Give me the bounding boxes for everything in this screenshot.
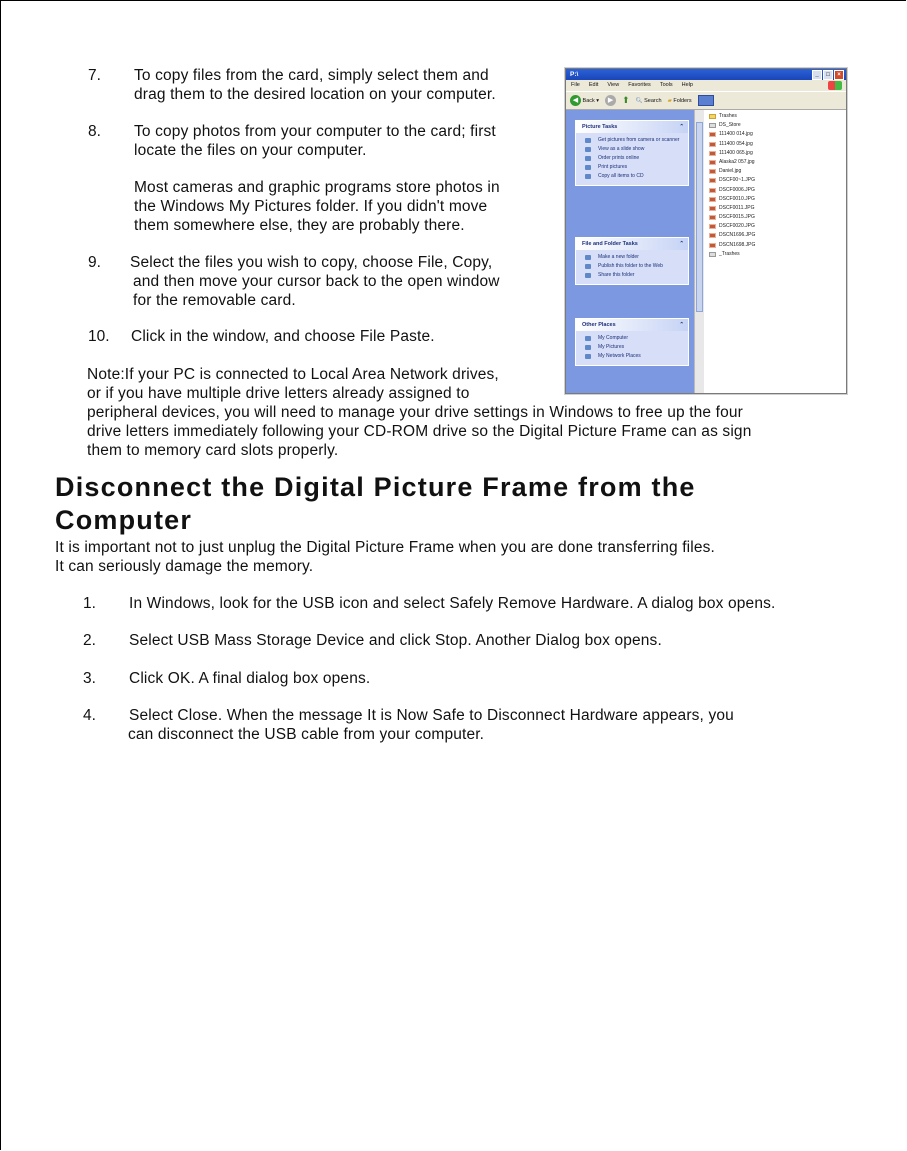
- menu-item-tools[interactable]: Tools: [659, 82, 673, 88]
- menu-item-file[interactable]: File: [571, 82, 580, 88]
- windows-logo-icon: [828, 81, 842, 90]
- step-text-line: Select the files you wish to copy, choose File, Copy,: [130, 254, 493, 271]
- up-folder-icon[interactable]: ⬆: [622, 95, 630, 105]
- back-arrow-icon: ◀: [570, 95, 581, 106]
- file-item[interactable]: DSCF0006.JPG: [708, 186, 846, 195]
- task-link[interactable]: My Pictures: [576, 343, 688, 352]
- file-item[interactable]: 111400 014.jpg: [708, 130, 846, 139]
- search-icon: 🔍︎: [635, 97, 643, 104]
- folders-icon: ▰: [667, 97, 672, 104]
- task-pane: [566, 110, 694, 393]
- step-text-line: Most cameras and graphic programs store photos in: [134, 179, 500, 196]
- folders-label: Folders: [673, 97, 692, 104]
- task-panel-body: [576, 331, 688, 365]
- step-text-line: them somewhere else, they are probably there.: [134, 217, 465, 234]
- task-link[interactable]: My Network Places: [576, 352, 688, 361]
- task-panel: [575, 237, 689, 285]
- step-text-line: can disconnect the USB cable from your computer.: [128, 726, 485, 743]
- task-panel-header[interactable]: [576, 121, 688, 133]
- task-link[interactable]: Print pictures: [576, 163, 688, 172]
- maximize-icon[interactable]: □: [823, 70, 833, 80]
- task-link[interactable]: My Computer: [576, 334, 688, 343]
- step-number: 2.: [83, 632, 96, 649]
- task-panel-header[interactable]: [576, 238, 688, 250]
- search-label: Search: [644, 97, 662, 104]
- step-number: 7.: [88, 67, 101, 84]
- search-button[interactable]: [636, 98, 662, 104]
- task-panel-title: Other Places: [582, 322, 616, 328]
- task-panel-header[interactable]: [576, 319, 688, 331]
- menu-item-edit[interactable]: Edit: [588, 82, 599, 88]
- intro-line-2: It can seriously damage the memory.: [55, 558, 314, 575]
- task-panel-title: File and Folder Tasks: [582, 241, 638, 247]
- step-number: 8.: [88, 123, 101, 140]
- scrollbar-thumb[interactable]: [696, 122, 703, 312]
- task-link[interactable]: Share this folder: [576, 271, 688, 280]
- intro-line-1: It is important not to just unplug the Digital Picture Frame when you are done transferring files.: [55, 539, 715, 556]
- file-item[interactable]: Alaska2 057.jpg: [708, 158, 846, 167]
- note-line: peripheral devices, you will need to manage your drive settings in Windows to free up the four: [87, 404, 743, 421]
- views-button[interactable]: [698, 95, 714, 106]
- note-line: drive letters immediately following your CD-ROM drive so the Digital Picture Frame can as sign: [87, 423, 752, 440]
- file-list: [708, 112, 846, 393]
- step-text-line: the Windows My Pictures folder. If you didn't move: [134, 198, 488, 215]
- step-text-line: Click OK. A final dialog box opens.: [129, 670, 371, 687]
- task-link[interactable]: Order prints online: [576, 154, 688, 163]
- menu-bar: [566, 80, 846, 91]
- step-text-line: Click in the window, and choose File Paste.: [131, 328, 435, 345]
- section-heading-line-2: Computer: [55, 505, 193, 535]
- menu-item-help[interactable]: Help: [681, 82, 693, 88]
- menu-item-favorites[interactable]: Favorites: [628, 82, 651, 88]
- menu-item-view[interactable]: View: [607, 82, 620, 88]
- back-button[interactable]: ◀ Back ▾: [570, 95, 599, 106]
- task-link[interactable]: View as a slide show: [576, 145, 688, 154]
- file-item[interactable]: DSCF0015.JPG: [708, 213, 846, 222]
- window-title: P:\: [570, 71, 579, 78]
- step-text-line: drag them to the desired location on your computer.: [134, 86, 496, 103]
- task-panel-body: [576, 133, 688, 185]
- step-text-line: locate the files on your computer.: [134, 142, 367, 159]
- step-text-line: Select Close. When the message It is Now Safe to Disconnect Hardware appears, you: [129, 707, 734, 724]
- note-line: them to memory card slots properly.: [87, 442, 339, 459]
- window-controls: [812, 70, 844, 80]
- step-text-line: Select USB Mass Storage Device and click Stop. Another Dialog box opens.: [129, 632, 662, 649]
- step-number: 4.: [83, 707, 96, 724]
- task-link[interactable]: Make a new folder: [576, 253, 688, 262]
- task-panel-title: Picture Tasks: [582, 124, 618, 130]
- task-link[interactable]: Publish this folder to the Web: [576, 262, 688, 271]
- file-item[interactable]: Daniel.jpg: [708, 167, 846, 176]
- collapse-chevron-icon[interactable]: ⌃: [679, 322, 684, 328]
- file-item[interactable]: DSCF0010.JPG: [708, 195, 846, 204]
- step-number: 1.: [83, 595, 96, 612]
- step-text-line: and then move your cursor back to the open window: [133, 273, 500, 290]
- task-panel: [575, 120, 689, 186]
- step-text-line: In Windows, look for the USB icon and select Safely Remove Hardware. A dialog box opens.: [129, 595, 776, 612]
- minimize-icon[interactable]: _: [812, 70, 822, 80]
- file-item[interactable]: DS_Store: [708, 121, 846, 130]
- collapse-chevron-icon[interactable]: ⌃: [679, 241, 684, 247]
- step-text-line: for the removable card.: [133, 292, 296, 309]
- file-item[interactable]: _Trashes: [708, 250, 846, 259]
- task-link[interactable]: Copy all items to CD: [576, 172, 688, 181]
- section-heading-line-1: Disconnect the Digital Picture Frame from the: [55, 472, 696, 502]
- step-number: 10.: [88, 328, 110, 345]
- task-pane-scrollbar[interactable]: [694, 110, 704, 393]
- forward-arrow-icon[interactable]: ▶: [605, 95, 616, 106]
- file-item[interactable]: 111400 065.jpg: [708, 149, 846, 158]
- explorer-window-screenshot: [565, 68, 847, 394]
- back-label: Back: [582, 98, 595, 104]
- window-title-bar: [566, 69, 846, 80]
- step-text-line: To copy photos from your computer to the card; first: [134, 123, 496, 140]
- close-icon[interactable]: ×: [834, 70, 844, 80]
- note-line: or if you have multiple drive letters already assigned to: [87, 385, 470, 402]
- file-item[interactable]: Trashes: [708, 112, 846, 121]
- step-number: 9.: [88, 254, 101, 271]
- task-link[interactable]: Get pictures from camera or scanner: [576, 136, 688, 145]
- toolbar: [566, 91, 846, 110]
- file-item[interactable]: DSCN1698.JPG: [708, 241, 846, 250]
- note-line: Note:If your PC is connected to Local Area Network drives,: [87, 366, 499, 383]
- file-item[interactable]: DSCF0020.JPG: [708, 222, 846, 231]
- task-panel: [575, 318, 689, 366]
- step-number: 3.: [83, 670, 96, 687]
- file-item[interactable]: DSCF00~1.JPG: [708, 176, 846, 185]
- file-item[interactable]: DSCF0011.JPG: [708, 204, 846, 213]
- step-text-line: To copy files from the card, simply select them and: [134, 67, 489, 84]
- file-item[interactable]: DSCN1696.JPG: [708, 231, 846, 240]
- folders-button[interactable]: [668, 98, 692, 104]
- file-item[interactable]: 111400 054.jpg: [708, 140, 846, 149]
- collapse-chevron-icon[interactable]: ⌃: [679, 124, 684, 130]
- task-panel-body: [576, 250, 688, 284]
